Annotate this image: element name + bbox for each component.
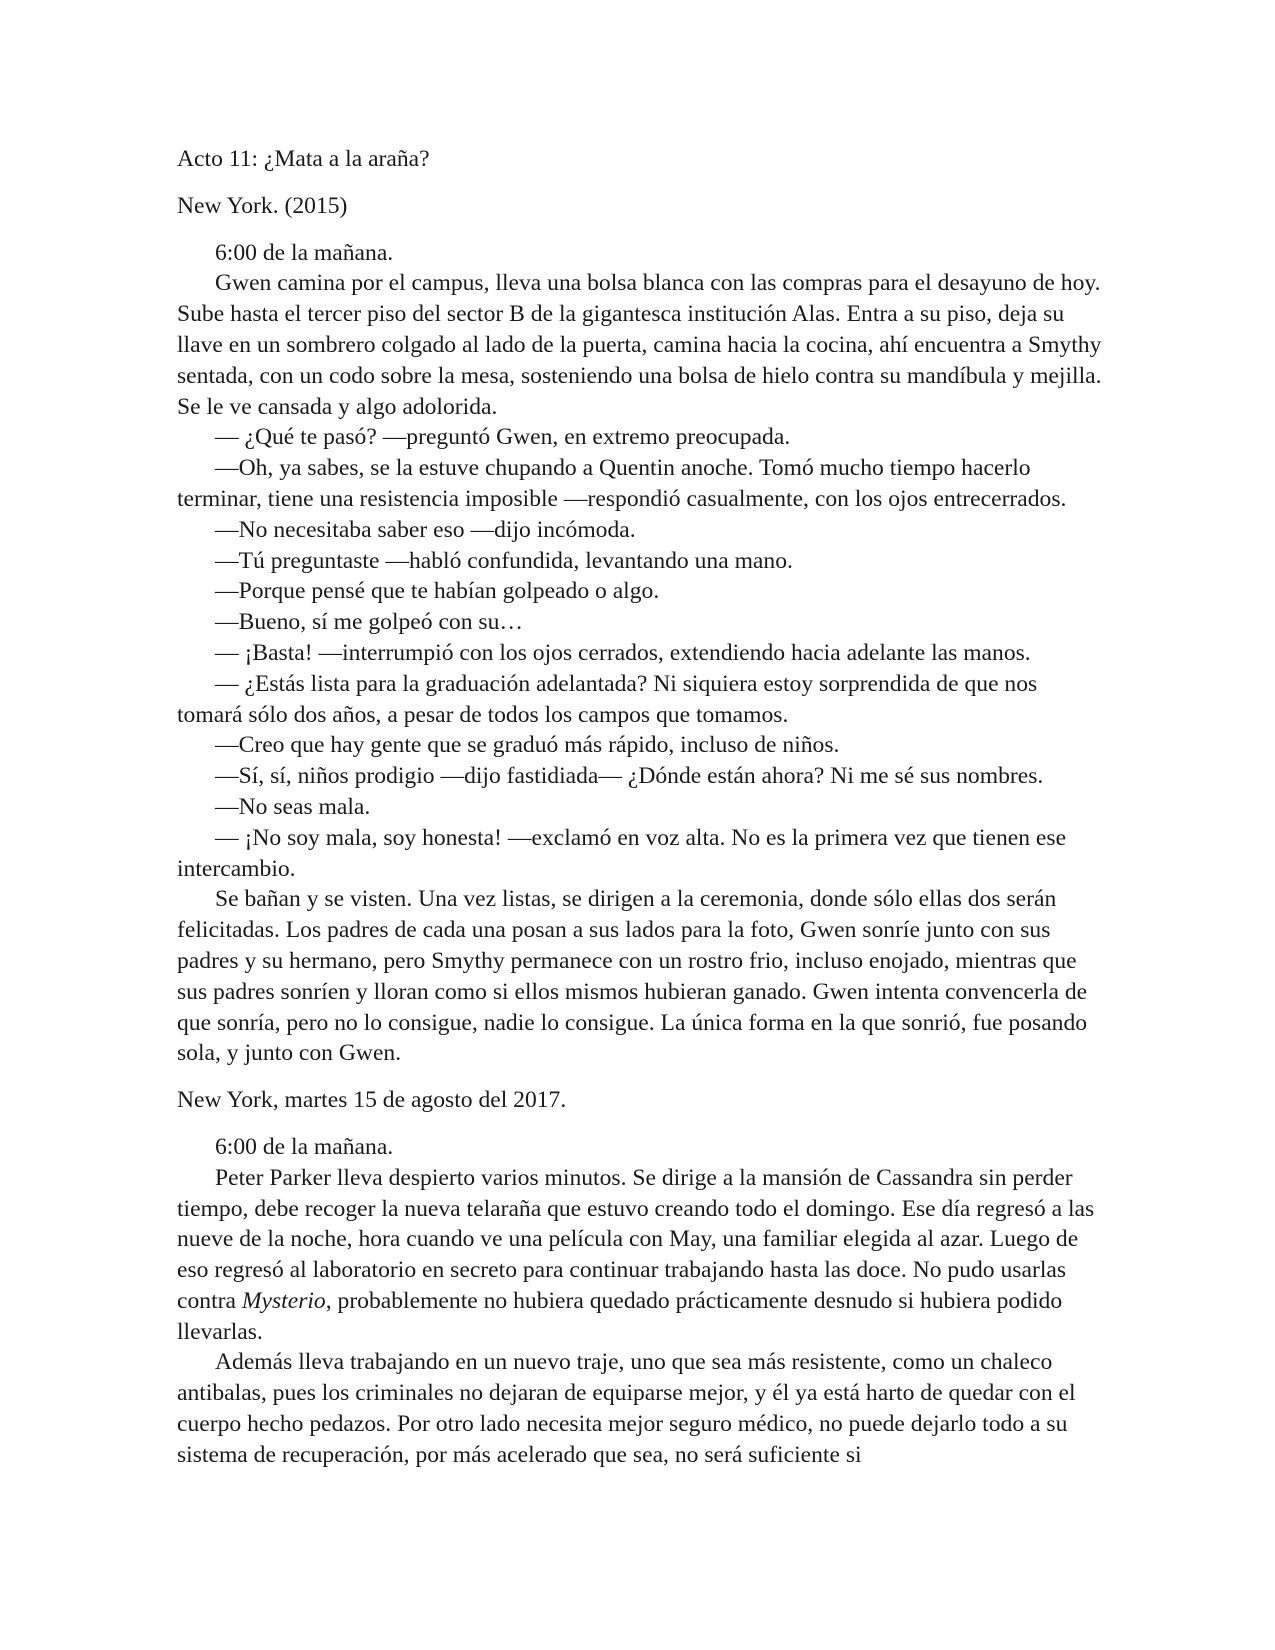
italic-name: Mysterio [241,1287,326,1314]
dialogue-line: — ¡No soy mala, soy honesta! —exclamó en voz alta. No es la primera vez que tienen ese intercambio. [177,824,1067,882]
document-body [177,144,1107,1471]
paragraph-text: No pudo usarlas contra [177,1257,1067,1314]
paragraph: 6:00 de la mañana. [215,239,394,266]
dialogue-line: —Creo que hay gente que se graduó más rápido, incluso de niños. [215,732,840,759]
paragraph: Gwen camina por el campus, lleva una bolsa blanca con las compras para el desayuno de hoy. Sube hasta el tercer piso del sector B de la gigantesca institución Alas. Entra a su piso, deja su llave en un sombrero colgado al lado de la puerta, camina hacia la cocina, ahí encuentra a Smythy sentada, con un codo sobre la mesa, sosteniendo una bolsa de hielo contra su mandíbula y mejilla. Se le ve cansada y algo adolorida. [177,270,1102,420]
dialogue-line: —No necesitaba saber eso —dijo incómoda. [215,516,636,543]
paragraph: 6:00 de la mañana. [215,1133,394,1160]
paragraph: Además lleva trabajando en un nuevo traje, uno que sea más resistente, como un chaleco antibalas, pues los criminales no dejaran de equiparse mejor, y él ya está harto de quedar con el cuerpo hecho pedazos. Por otro lado necesita mejor seguro médico, no puede dejarlo todo a su sistema de recuperación, por más acelerado que sea, no será suficiente si [177,1349,1076,1468]
dialogue-line: — ¡Basta! —interrumpió con los ojos cerrados, extendiendo hacia adelante las manos. [215,639,1031,666]
section-spacer [177,1069,1107,1085]
dialogue-line: — ¿Estás lista para la graduación adelantada? Ni siquiera estoy sorprendida de que nos tomará sólo dos años, a pesar de todos los campos que tomamos. [177,670,1038,728]
paragraph: Se bañan y se visten. Una vez listas, se dirigen a la ceremonia, donde sólo ellas dos serán felicitadas. Los padres de cada una posan a sus lados para la foto, Gwen sonríe junto con sus padres y su hermano, pero Smythy permanece con un rostro frio, incluso enojado, mientras que sus padres sonríen y lloran como si ellos mismos hubieran ganado. Gwen intenta convencerla de que sonría, pero no lo consigue, nadie lo consigue. La única forma en la que sonrió, fue posando sola, y junto con Gwen. [177,886,1088,1067]
section-place-date: New York, martes 15 de agosto del 2017. [177,1087,567,1114]
dialogue-line: —Sí, sí, niños prodigio —dijo fastidiada— ¿Dónde están ahora? Ni me sé sus nombres. [215,763,1044,790]
chapter-title: Acto 11: ¿Mata a la araña? [177,146,430,172]
dialogue-line: —Oh, ya sabes, se la estuve chupando a Quentin anoche. Tomó mucho tiempo hacerlo terminar, tiene una resistencia imposible —respondió casualmente, con los ojos entrecerrados. [177,455,1067,512]
dialogue-line: —Porque pensé que te habían golpeado o algo. [215,578,660,605]
dialogue-line: —Tú preguntaste —habló confundida, levantando una mano. [215,547,793,574]
dialogue-line: — ¿Qué te pasó? —preguntó Gwen, en extremo preocupada. [215,424,791,451]
dialogue-line: —No seas mala. [215,793,371,820]
paragraph [177,1163,1107,1348]
paragraph-text: , probablemente no hubiera quedado prácticamente desnudo si hubiera podido llevarlas. [177,1287,1063,1345]
dialogue-line: —Bueno, sí me golpeó con su… [215,609,523,636]
paragraph-text: Peter Parker lleva despierto varios minutos. Se dirige a la mansión de Cassandra sin perder tiempo, debe recoger la nueva telaraña que estuvo creando todo el domingo. Ese día regresó a las nueve de la noche, hora cuando ve una película con May, una familiar elegida al azar. Luego de eso regresó al laboratorio en secreto para continuar trabajando hasta las doce. [177,1164,1095,1284]
section-place-date: New York. (2015) [177,192,348,219]
